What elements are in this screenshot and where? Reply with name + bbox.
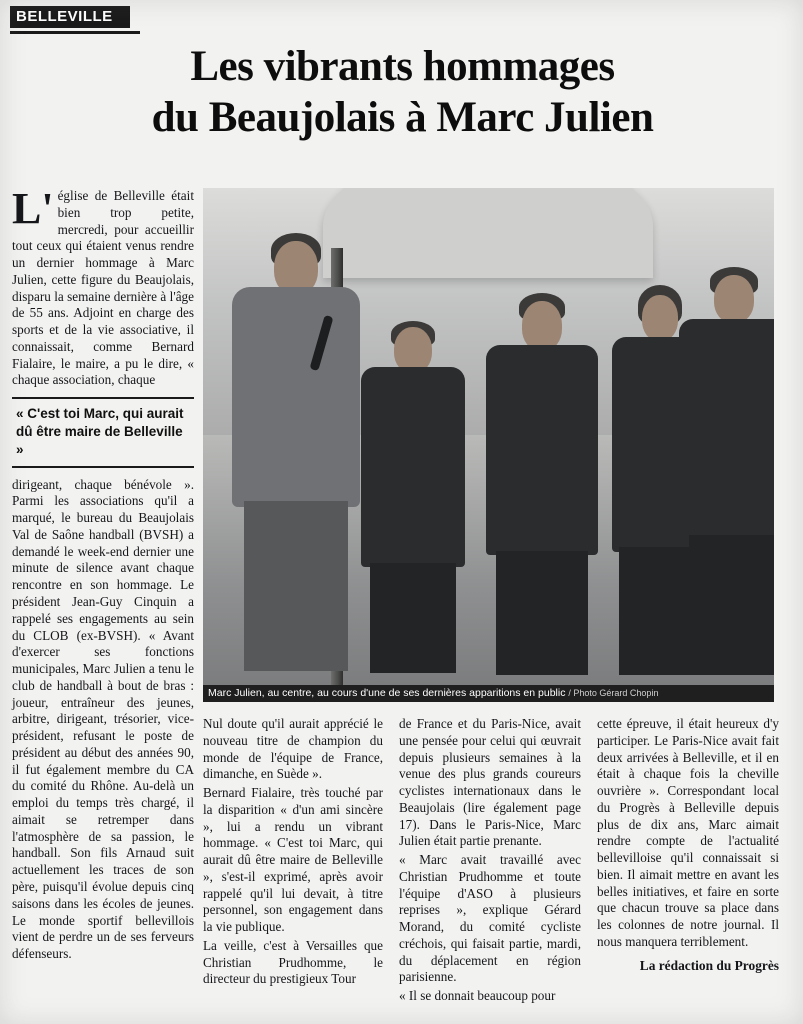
article-signature: La rédaction du Progrès (639, 957, 779, 973)
photo-person-legs (496, 551, 588, 675)
body-column-1 (12, 184, 194, 965)
body-column-2 (203, 716, 383, 990)
photo-person-5 (673, 235, 774, 675)
headline-line-2: du Beaujolais à Marc Julien (151, 93, 654, 141)
photo-credit: / Photo Gérard Chopin (568, 688, 659, 698)
photo-person-body (232, 287, 360, 507)
photo-person-body (679, 319, 774, 539)
body-paragraph: L'église de Belleville était bien trop petite, mercredi, pour accueillir tout ceux qui étaient venus rendre un dernier hommage à Marc Julien, cette figure du Beaujolais, disparu la semaine dernière à l'âge de 55 ans. Adjoint en charge des sports et de la vie associative, il connaissait, comme Bernard Fialaire, le maire, a pu le dire, « chaque association, chaque (12, 184, 194, 388)
headline-line-1: Les vibrants hommages (190, 43, 615, 90)
photo-person-body (486, 345, 598, 555)
article-photo (203, 188, 774, 685)
body-column-3 (399, 716, 581, 1007)
body-paragraph: cette épreuve, il était heureux d'y participer. Le Paris-Nice avait fait deux arrivées à Belleville, et il en était à chaque fois la cheville ouvrière ». Correspondant local du Progrès à Belleville depuis plus de dix ans, Marc aimait rendre compte de l'actualité bellevilloise qu'il connaissait si bien. Il aimait mettre en avant les belles initiatives, et faire en sorte que chacun trouve sa place dans les colonnes de notre journal. Il nous manquera terriblement. (597, 716, 779, 949)
photo-person-head (522, 301, 562, 351)
masthead-rule (10, 31, 140, 34)
photo-person-legs (370, 563, 456, 673)
photo-person-legs (244, 501, 348, 671)
body-paragraph: La veille, c'est à Versailles que Christian Prudhomme, le directeur du prestigieux Tour (203, 937, 383, 987)
photo-caption (203, 685, 774, 702)
body-column-4 (597, 716, 779, 974)
photo-caption-text: Marc Julien, au centre, au cours d'une de ses dernières apparitions en public (208, 687, 566, 699)
body-paragraph: dirigeant, chaque bénévole ». Parmi les associations qu'il a marqué, le bureau du Beaujolais Val de Saône handball (BVSH) a demandé le week-end dernier une minute de silence avant chaque rencontre en son hommage. Le président Jean-Guy Cinquin a rappelé ses engagements au sein du CLOB (ex-BVSH). « Avant d'exercer ses fonctions municipales, Marc Julien a tenu le club de handball à bout de bras : joueur, entraîneur des jeunes, arbitre, dirigeant, trésorier, vice-président, refusant le poste de président au début des années 90, il fut également membre du CA du comité du Rhône. Au-delà un emploi du temps très chargé, il aimait se retremper dans l'atmosphère de sa passion, le handball. Son fils Arnaud suit actuellement les traces de son père, puisqu'il évolue depuis cinq saisons dans les écoles de jeunes. Le monde sportif bellevillois vient de perdre un de ses ferveurs défenseurs. (12, 476, 194, 962)
photo-person-2 (353, 275, 473, 675)
body-paragraph: de France et du Paris-Nice, avait une pensée pour celui qui œuvrait depuis plusieurs semaines à la venue des plus grands coureurs cyclistes internationaux dans le Beaujolais (lire également page 17). Dans le Paris-Nice, Marc Julien était partie prenante. (399, 716, 581, 849)
photo-person-legs (689, 535, 774, 675)
photo-person-speaker (221, 205, 371, 675)
body-paragraph: Bernard Fialaire, très touché par la disparition « d'un ami sincère », lui a rendu un vibrant hommage. « C'est toi Marc, qui aurait dû être maire de Belleville », s'est-il exprimé, après avoir rappelé qu'il lui devait, à titre personnel, son engagement dans la vie publique. (203, 785, 383, 935)
body-paragraph: « Marc avait travaillé avec Christian Prudhomme et toute l'équipe d'ASO à plusieurs reprises », explique Gérard Morand, du comité cycliste créchois, qui faisait partie, mardi, du déplacement en région parisienne. (399, 852, 581, 985)
photo-person-3 (478, 255, 606, 675)
page-title (30, 42, 775, 143)
body-paragraph: « Il se donnait beaucoup pour (399, 988, 556, 1004)
photo-person-head (714, 275, 754, 323)
body-paragraph: Nul doute qu'il aurait apprécié le nouveau titre de champion du monde de l'équipe de France, dimanche, en Suède ». (203, 716, 383, 782)
photo-person-body (361, 367, 465, 567)
pull-quote: « C'est toi Marc, qui aurait dû être maire de Belleville » (12, 397, 194, 467)
section-tag: BELLEVILLE (10, 6, 130, 28)
